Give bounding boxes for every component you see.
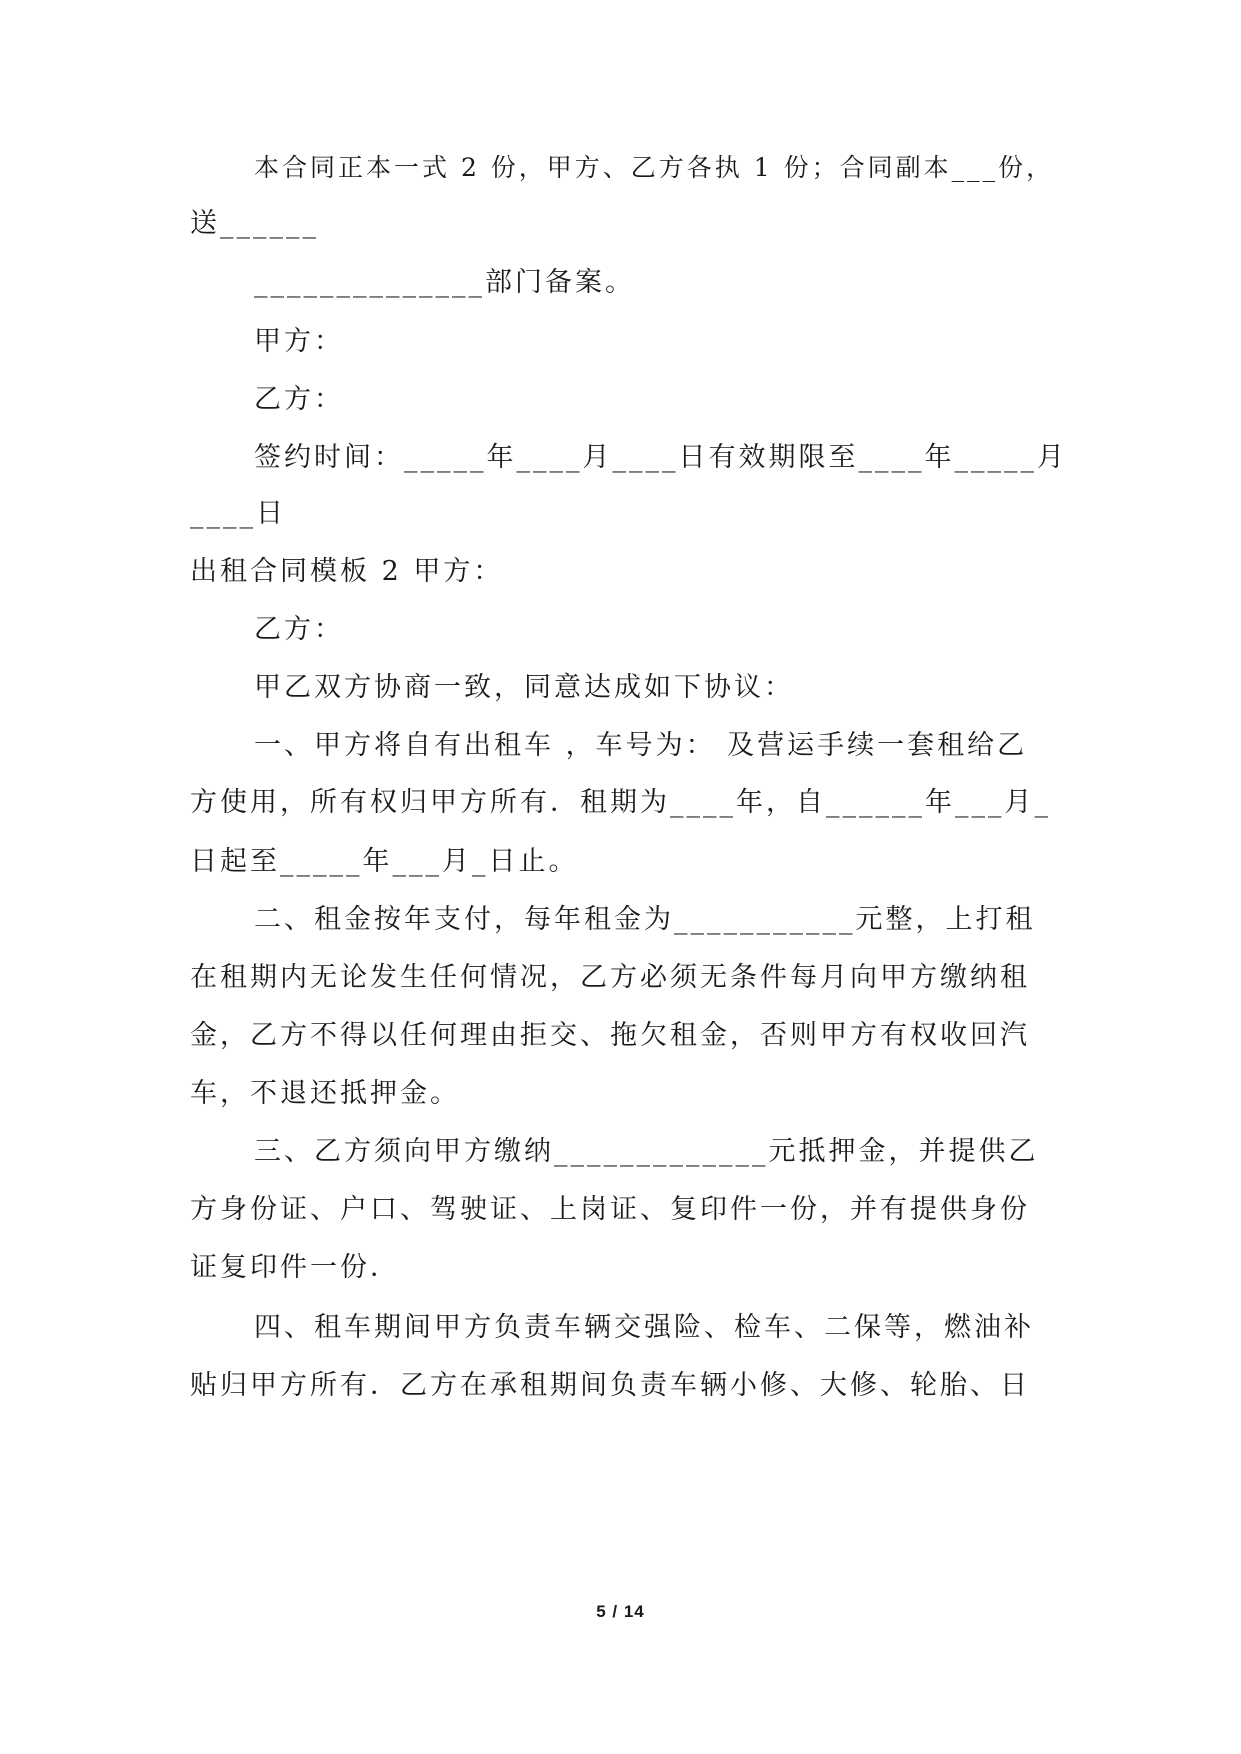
text-line: 方身份证、户口、驾驶证、上岗证、复印件一份，并有提供身份 [190, 1194, 1030, 1225]
text-line: 二、租金按年支付，每年租金为___________元整，上打租 [254, 904, 1036, 935]
text-line: 本合同正本一式 2 份，甲方、乙方各执 1 份；合同副本___份， [254, 153, 1055, 182]
text-line: 甲方： [254, 326, 344, 357]
text-line: 四、租车期间甲方负责车辆交强险、检车、二保等，燃油补 [254, 1312, 1034, 1343]
text-line: 日起至_____年___月_日止。 [190, 846, 579, 877]
text-line: 乙方： [254, 384, 344, 415]
text-line: 贴归甲方所有．乙方在承租期间负责车辆小修、大修、轮胎、日 [190, 1370, 1030, 1401]
text-line: 签约时间：_____年____月____日有效期限至____年_____月 [254, 442, 1067, 473]
text-line: 方使用，所有权归甲方所有．租期为____年，自______年___月_ [190, 787, 1051, 818]
section-heading: 出租合同模板 2 甲方： [190, 556, 504, 587]
text-line: ____日 [190, 498, 286, 529]
text-line: 乙方： [254, 614, 344, 645]
text-line: 送______ [190, 208, 319, 239]
text-line: 证复印件一份． [190, 1252, 400, 1283]
text-line: 甲乙双方协商一致，同意达成如下协议： [254, 672, 794, 703]
text-line: 在租期内无论发生任何情况，乙方必须无条件每月向甲方缴纳租 [190, 962, 1030, 993]
text-line: 车，不退还抵押金。 [190, 1078, 460, 1109]
text-line: 一、甲方将自有出租车 ，车号为： 及营运手续一套租给乙 [254, 730, 1028, 761]
page-number: 5 / 14 [596, 1602, 645, 1621]
text-line: 三、乙方须向甲方缴纳_____________元抵押金，并提供乙 [254, 1136, 1039, 1167]
text-line: ______________部门备案。 [254, 267, 635, 298]
text-line: 金，乙方不得以任何理由拒交、拖欠租金，否则甲方有权收回汽 [190, 1020, 1030, 1051]
